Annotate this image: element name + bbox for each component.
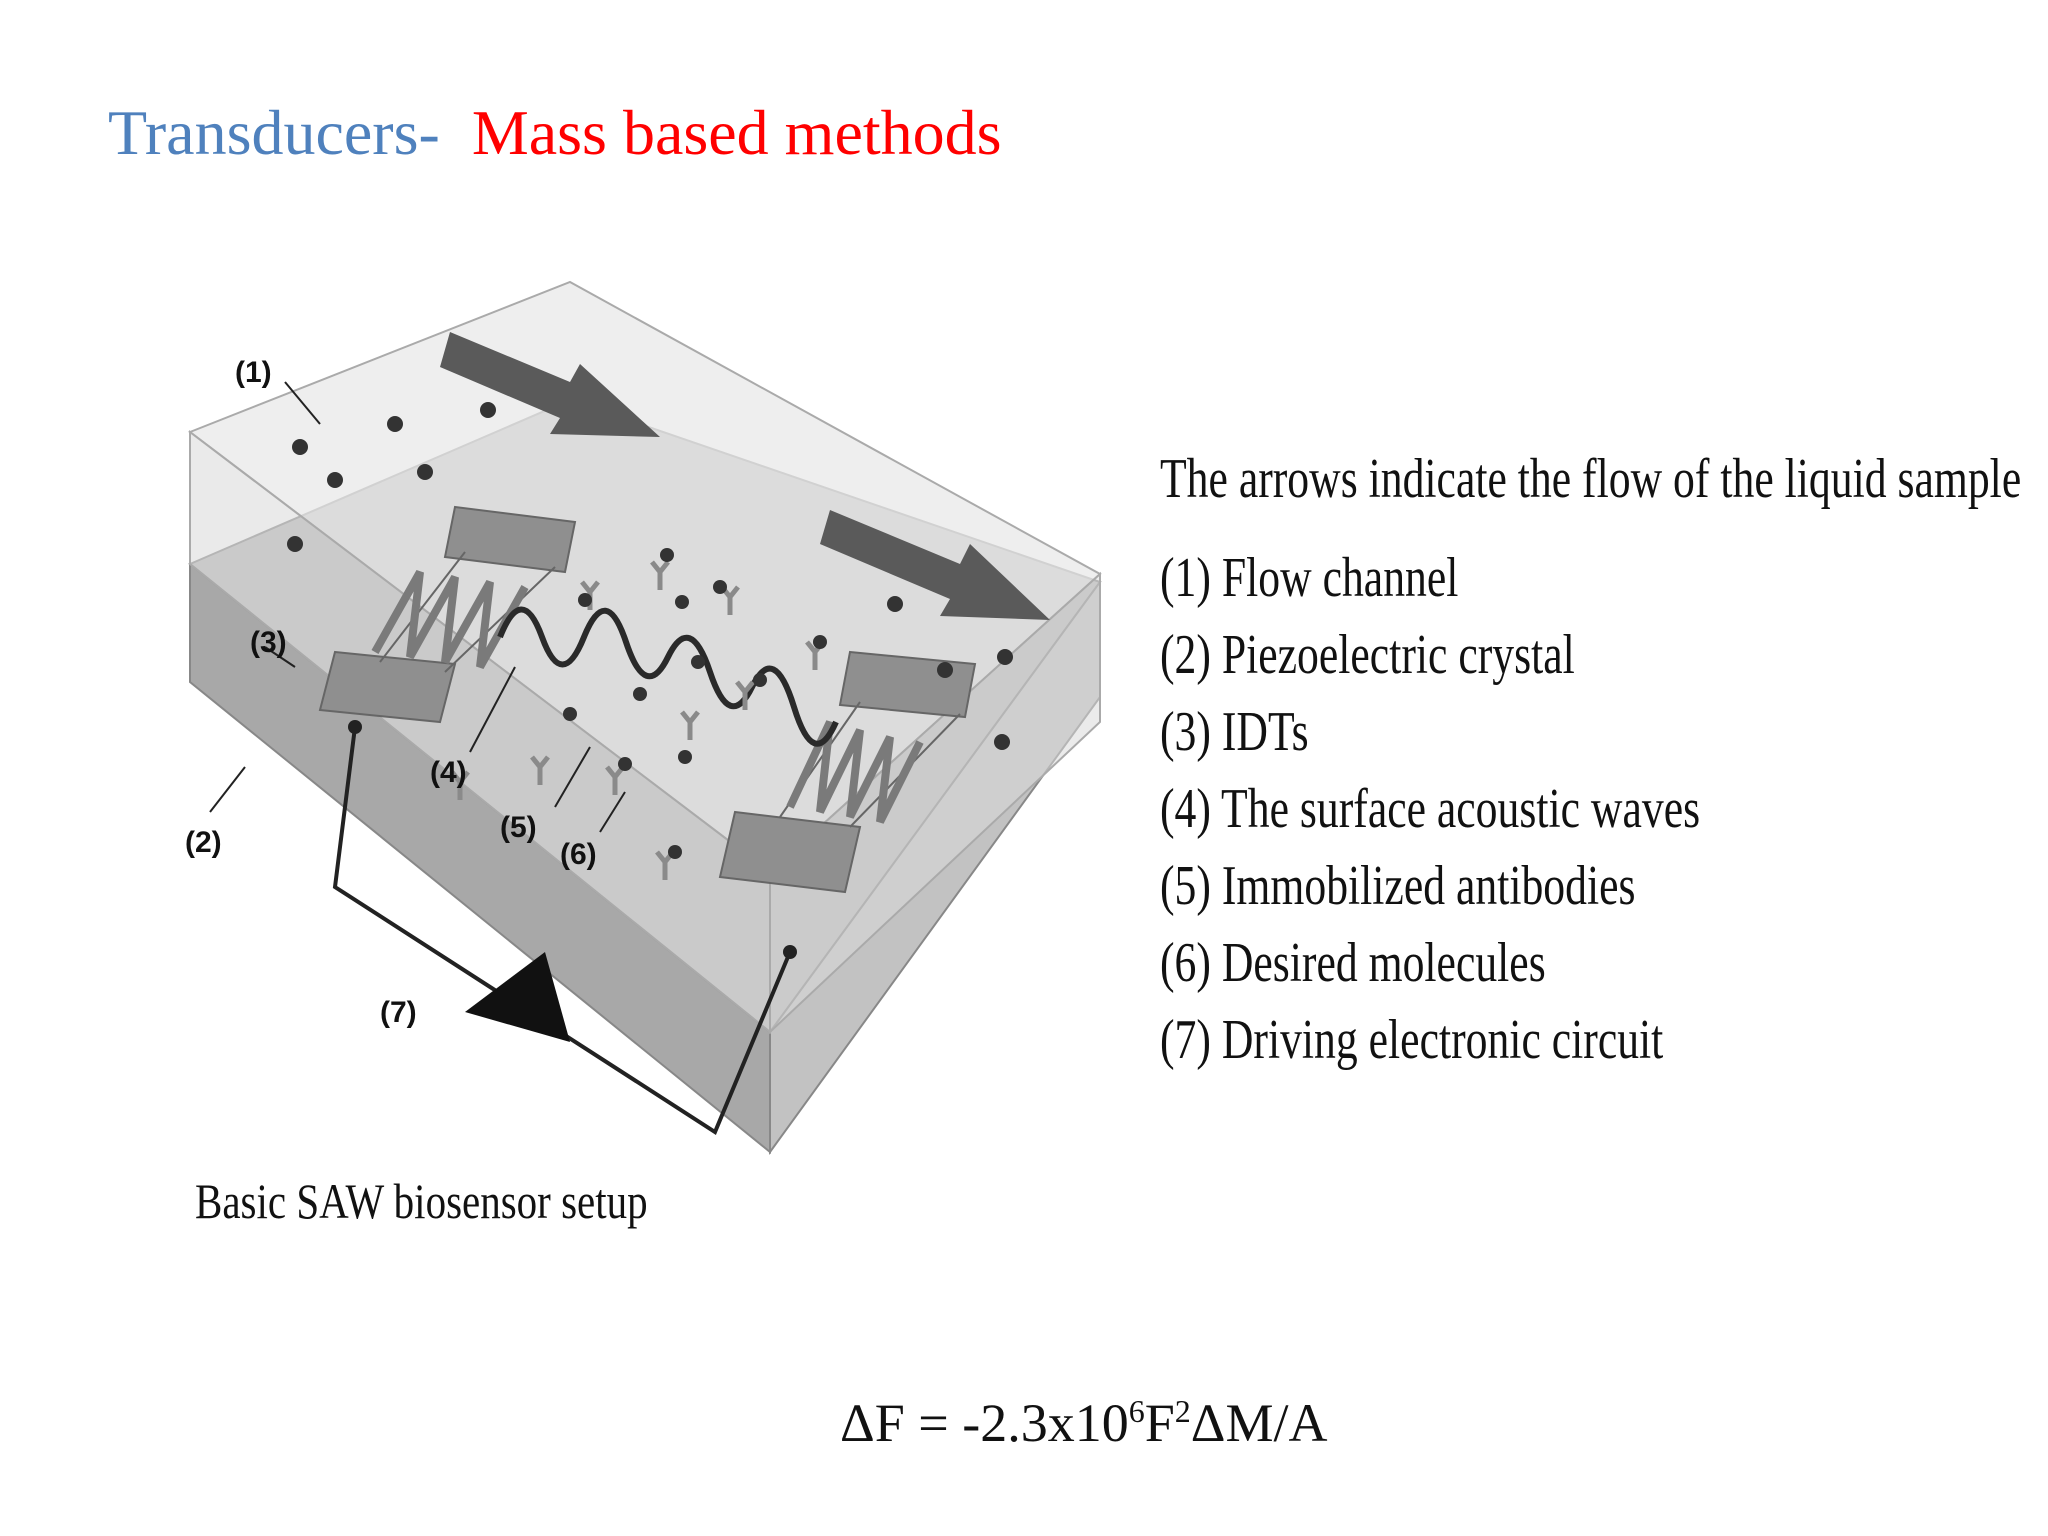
formula-rhs: ΔM/A [1190,1393,1328,1453]
legend-item: (5) Immobilized antibodies [1160,855,1636,917]
slide-title [108,98,1002,168]
figure-caption: Basic SAW biosensor setup [195,1173,648,1229]
saw-biosensor-figure [170,252,1130,1312]
title-prefix: Transducers- [108,97,440,168]
legend-item: (1) Flow channel [1160,547,1459,609]
label-5: (5) [500,811,537,844]
title-main: Mass based methods [471,97,1002,168]
label-2: (2) [185,826,222,859]
legend-item: (7) Driving electronic circuit [1160,1009,1664,1071]
legend [1160,440,2048,1079]
legend-heading: The arrows indicate the flow of the liquid sample [1160,448,2022,510]
label-7: (7) [380,996,417,1029]
frequency-shift-formula [840,1392,1328,1454]
legend-item: (6) Desired molecules [1160,932,1546,994]
legend-item: (3) IDTs [1160,701,1309,763]
formula-lhs: ΔF = -2.3x10 [840,1393,1129,1453]
saw-diagram [170,252,1130,1312]
legend-item: (4) The surface acoustic waves [1160,778,1701,840]
formula-mid: F [1144,1393,1175,1453]
label-3: (3) [250,626,287,659]
formula-exponent-2: 2 [1174,1393,1191,1429]
formula-exponent-1: 6 [1128,1393,1145,1429]
label-6: (6) [560,838,597,871]
label-1: (1) [235,356,272,389]
legend-item: (2) Piezoelectric crystal [1160,624,1575,686]
label-4: (4) [430,756,467,789]
